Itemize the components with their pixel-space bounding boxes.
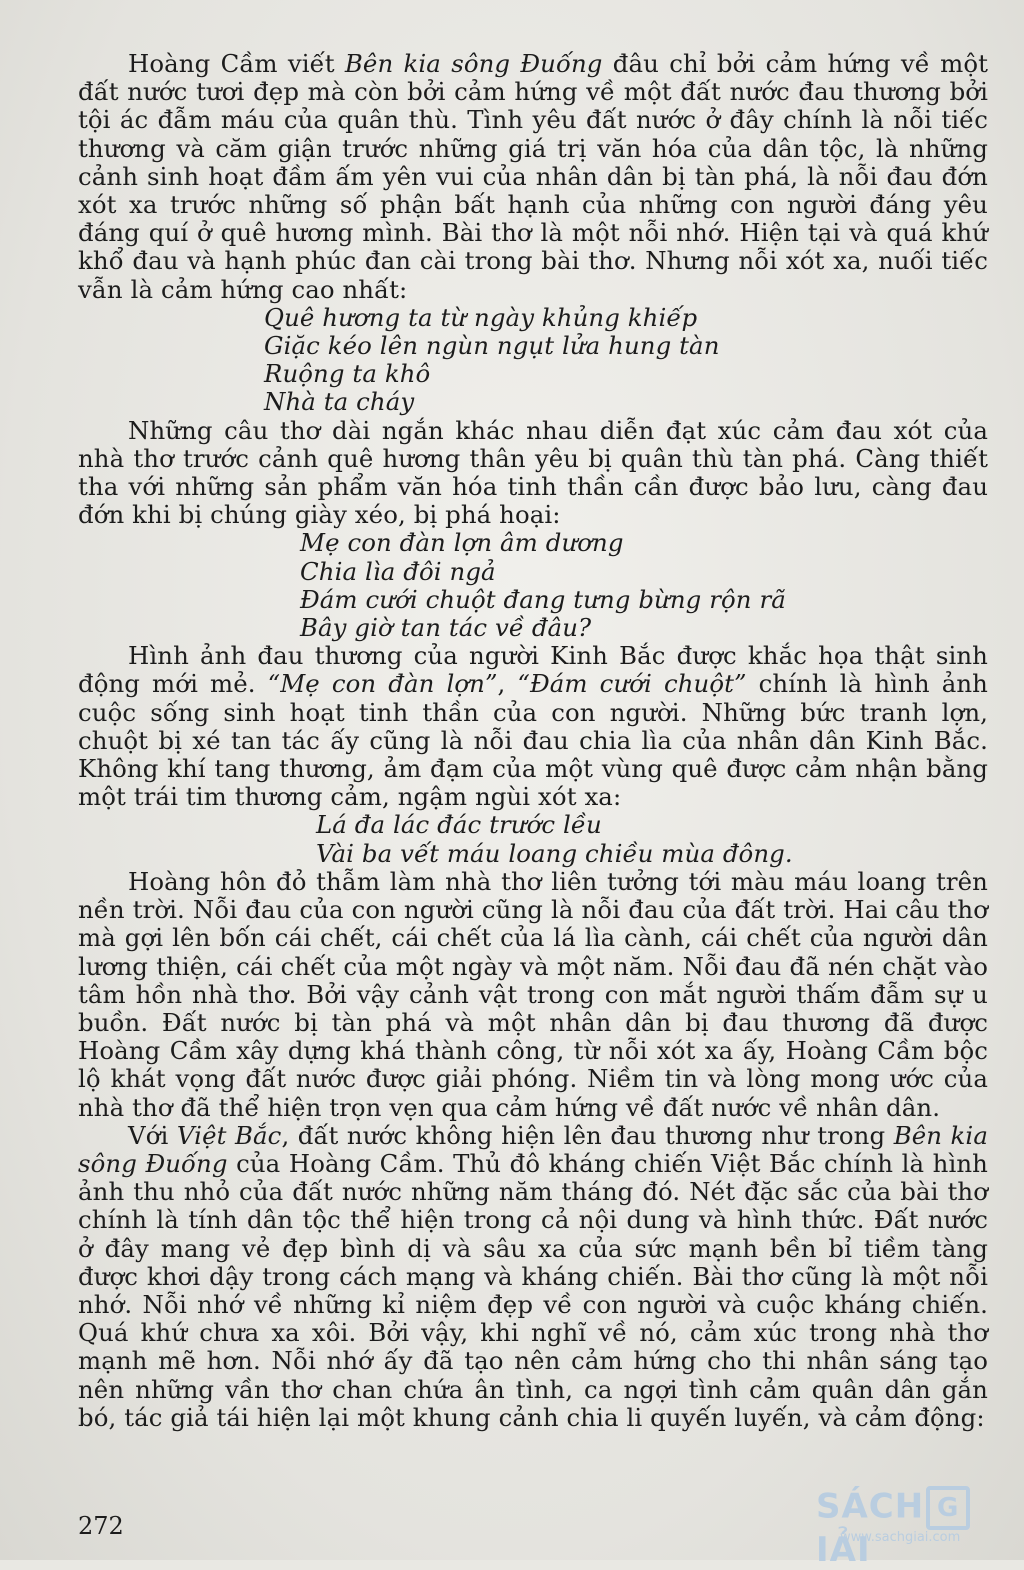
verse-line: Đám cưới chuột đang tưng bừng rộn rã <box>300 584 786 614</box>
watermark-brand <box>816 1486 1021 1570</box>
verse-block-3 <box>78 811 988 867</box>
text-run: Hoàng Cầm viết <box>128 49 345 78</box>
verse-line: Bây giờ tan tác về đâu? <box>300 613 592 643</box>
work-title: Bên kia sông Đuống <box>344 49 603 78</box>
watermark-text: SÁCH <box>816 1486 925 1527</box>
body-text <box>78 50 988 1432</box>
paragraph-2: Những câu thơ dài ngắn khác nhau diễn đạt xúc cảm đau xót của nhà thơ trước cảnh quê hương thân yêu bị quân thù tàn phá. Càng thiết tha với những sản phẩm văn hóa tinh thần cần được bảo lưu, càng đau đớn khi bị chúng giày xéo, bị phá hoại: <box>78 415 988 530</box>
page-number: 272 <box>78 1512 124 1540</box>
quoted-title: “Mẹ con đàn lợn” <box>267 669 498 699</box>
text-run: đâu chỉ bởi cảm hứng về một đất nước tươi đẹp mà còn bởi cảm hứng về một đất nước đau thương bởi tội ác đẫm máu của quân thù. Tình yêu đất nước ở đây chính là nỗi tiếc thương và căm giận trước những giá trị văn hóa của dân tộc, là những cảnh sinh hoạt đầm ấm yên vui của nhân dân bị tàn phá, là nỗi đau đớn xót xa trước những số phận bất hạnh của những con người đáng yêu đáng quí ở quê hương mình. Bài thơ là một nỗi nhớ. Hiện tại và quá khứ khổ đau và hạnh phúc đan cài trong bài thơ. Nhưng nỗi xót xa, nuối tiếc vẫn là cảm hứng cao nhất: <box>78 49 989 304</box>
verse-line: Mẹ con đàn lợn âm dương <box>300 528 624 558</box>
text-run: Với <box>128 1120 177 1150</box>
paragraph-1 <box>78 50 988 304</box>
verse-line: Lá đa lác đác trước lều <box>316 810 602 840</box>
paragraph-3 <box>78 642 988 811</box>
watermark-g-icon: G <box>926 1486 970 1530</box>
verse-block-1 <box>78 304 988 417</box>
watermark-logo <box>816 1486 1021 1570</box>
paragraph-4: Hoàng hôn đỏ thẫm làm nhà thơ liên tưởng tới màu máu loang trên nền trời. Nỗi đau của con người cũng là nỗi đau của đất trời. Hai câu thơ mà gợi lên bốn cái chết, cái chết của lá lìa cành, cái chết của người dân lương thiện, cái chết của một ngày và một năm. Nỗi đau đã nén chặt vào tâm hồn nhà thơ. Bởi vậy cảnh vật trong con mắt người thấm đẫm sự u buồn. Đất nước bị tàn phá và một nhân dân bị đau thương đã được Hoàng Cầm xây dựng khá thành công, từ nỗi xót xa ấy, Hoàng Cầm bộc lộ khát vọng đất nước được giải phóng. Niềm tin và lòng mong ước của nhà thơ đã thể hiện trọn vẹn qua cảm hứng về đất nước về nhân dân. <box>78 866 988 1122</box>
verse-line: Ruộng ta khô <box>264 359 431 389</box>
verse-line: Giặc kéo lên ngùn ngụt lửa hung tàn <box>264 331 720 361</box>
text-run: của Hoàng Cầm. Thủ đô kháng chiến Việt Bắc chính là hình ảnh thu nhỏ của đất nước những năm tháng đó. Nét đặc sắc của bài thơ chính là tính dân tộc thể hiện trong cả nội dung và hình thức. Đất nước ở đây mang vẻ đẹp bình dị và sâu xa của sức mạnh bền bỉ tiềm tàng được khơi dậy trong cách mạng và kháng chiến. Bài thơ cũng là một nỗi nhớ. Nỗi nhớ về những kỉ niệm đẹp về con người và cuộc kháng chiến. Quá khứ chưa xa xôi. Bởi vậy, khi nghĩ về nó, cảm xúc trong nhà thơ mạnh mẽ hơn. Nỗi nhớ ấy đã tạo nên cảm hứng cho thi nhân sáng tạo nên những vần thơ chan chứa ân tình, ca ngợi tình cảm quân dân gắn bó, tác giả tái hiện lại một khung cảnh chia li quyến luyến, và cảm động: <box>78 1148 988 1432</box>
paragraph-5 <box>78 1122 988 1432</box>
verse-line: Vài ba vết máu loang chiều mùa đông. <box>316 838 793 868</box>
text-run: , đất nước không hiện lên đau thương như trong <box>281 1120 894 1150</box>
verse-block-2 <box>78 529 988 642</box>
work-title: Bên kia sông Đuống <box>78 1120 988 1178</box>
verse-line: Nhà ta cháy <box>264 387 415 417</box>
quoted-title: “Đám cưới chuột” <box>517 669 747 699</box>
work-title: Việt Bắc <box>176 1120 282 1150</box>
verse-line: Chia lìa đôi ngả <box>300 556 496 586</box>
text-run: Hình ảnh đau thương của người Kinh Bắc được khắc họa thật sinh động mới mẻ. <box>78 641 988 699</box>
watermark-text: IẢI <box>816 1530 871 1570</box>
text-run: chính là hình ảnh cuộc sống sinh hoạt tinh thần của con người. Những bức tranh lợn, chuột bị xé tan tác ấy cũng là nỗi đau chia lìa của nhân dân Kinh Bắc. Không khí tang thương, ảm đạm của một vùng quê được cảm nhận bằng một trái tim thương cảm, ngậm ngùi xót xa: <box>78 669 988 812</box>
verse-line: Quê hương ta từ ngày khủng khiếp <box>264 302 698 332</box>
watermark-url: www.sachgiai.com <box>840 1530 961 1545</box>
text-run: , <box>497 669 518 699</box>
